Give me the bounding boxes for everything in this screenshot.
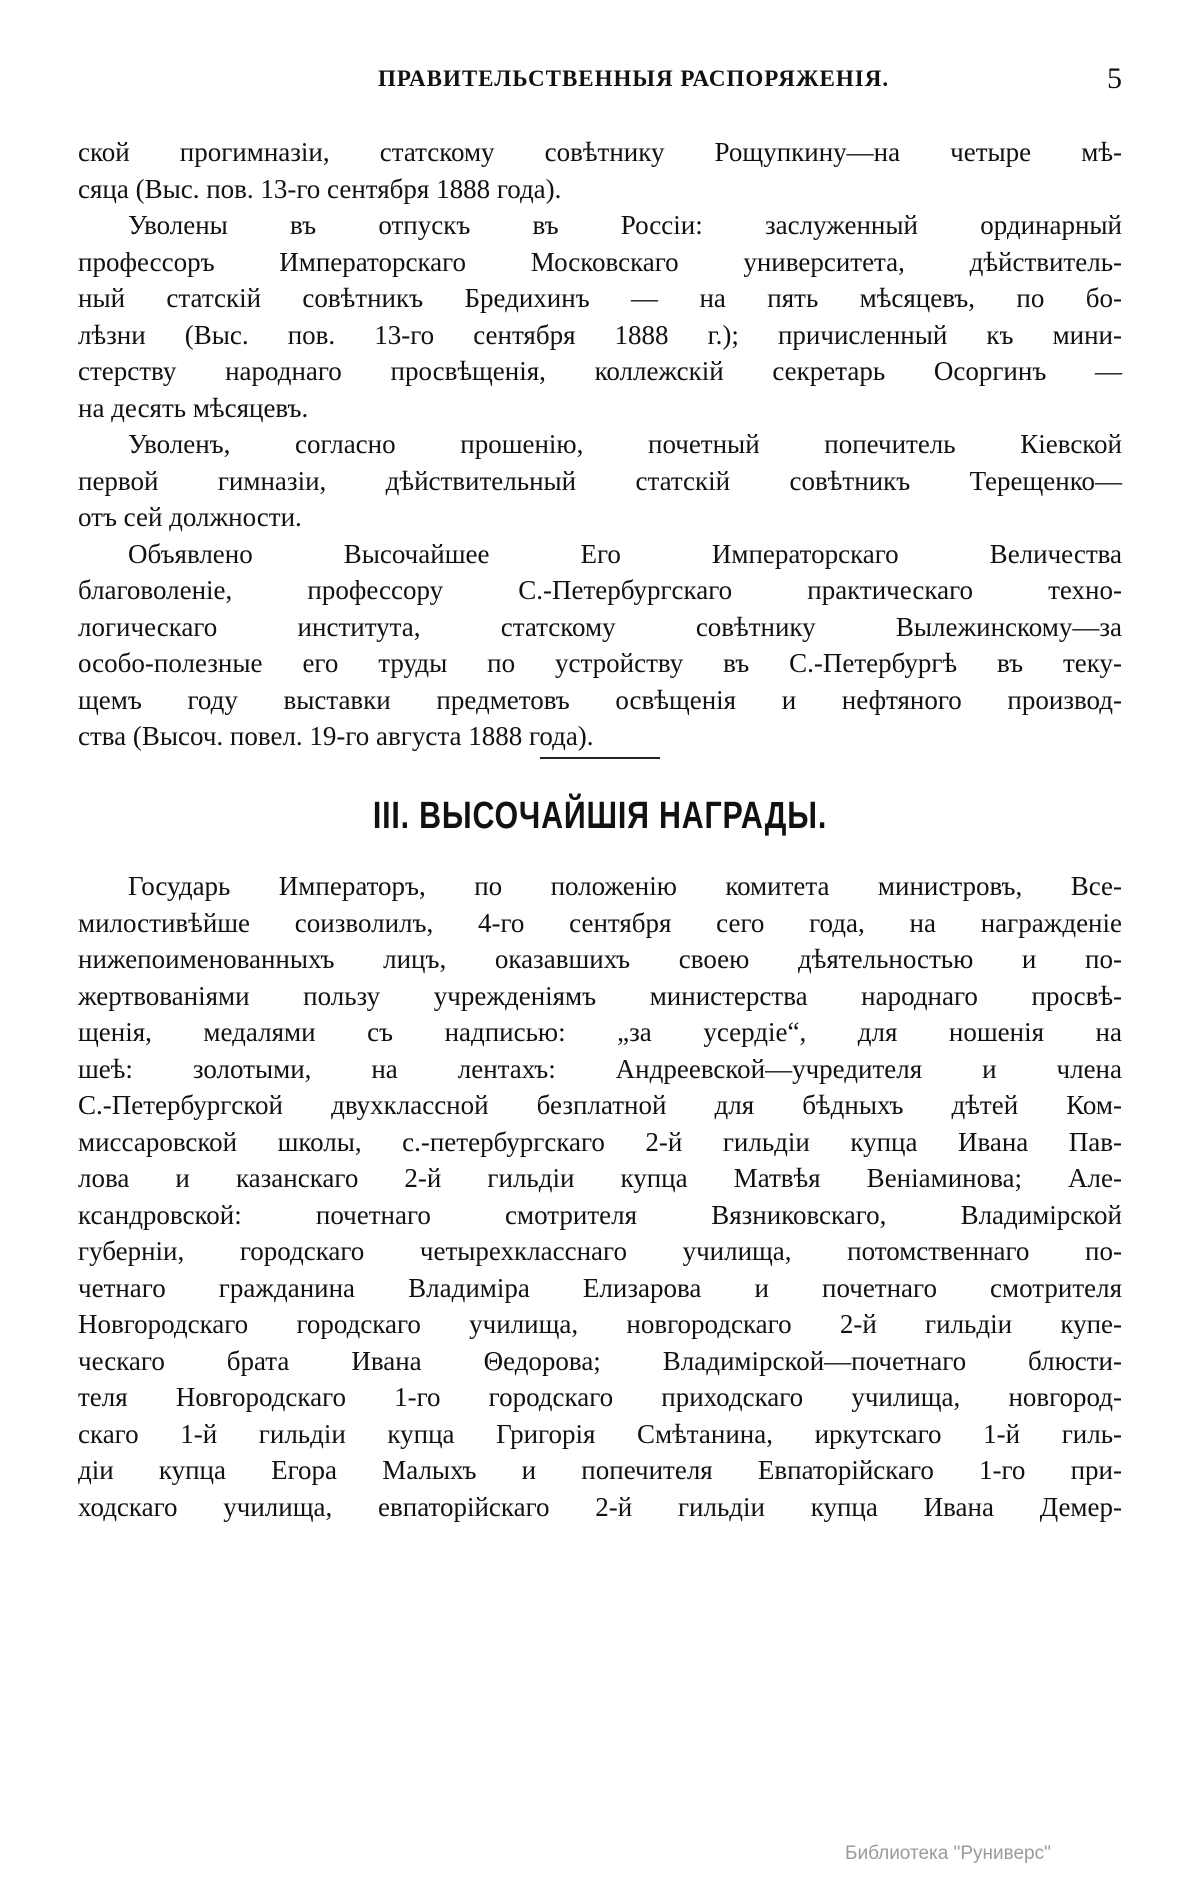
- text-line: профессоръ Императорскаго Московскаго университета, дѣйствитель-: [78, 246, 1122, 277]
- text-line: лова и казанскаго 2-й гильдіи купца Матвѣя Веніаминова; Але-: [78, 1163, 1122, 1193]
- library-watermark: Библиотека "Руниверс": [845, 1843, 1051, 1864]
- text-line: Уволенъ, согласно прошенію, почетный попечитель Кіевской: [128, 429, 1122, 459]
- text-line: первой гимназіи, дѣйствительный статскій совѣтникъ Терещенко—: [78, 465, 1122, 496]
- text-line: благоволеніе, профессору С.-Петербургскаго практическаго техно-: [78, 575, 1122, 605]
- text-line: четнаго гражданина Владиміра Елизарова и почетнаго смотрителя: [78, 1272, 1122, 1303]
- text-line: ской прогимназіи, статскому совѣтнику Рощупкину—на четыре мѣ-: [78, 137, 1122, 167]
- text-line: лѣзни (Выс. пов. 13-го сентября 1888 г.); причисленный къ мини-: [78, 319, 1122, 350]
- text-line: діи купца Егора Малыхъ и попечителя Евпаторійскаго 1-го при-: [78, 1455, 1122, 1485]
- text-line: Государь Императоръ, по положенію комитета министровъ, Все-: [128, 871, 1122, 901]
- text-line: логическаго института, статскому совѣтнику Вылежинскому—за: [78, 611, 1122, 642]
- text-line: отъ сей должности.: [78, 502, 302, 532]
- text-line: щенія, медалями съ надписью: „за усердіе“, для ношенія на: [78, 1017, 1122, 1047]
- text-block-1: [78, 134, 1122, 755]
- text-line: теля Новгородскаго 1-го городскаго приходскаго училища, новгород-: [78, 1382, 1122, 1412]
- running-header-title: ПРАВИТЕЛЬСТВЕННЫЯ РАСПОРЯЖЕНІЯ.: [378, 66, 890, 91]
- text-line: миссаровской школы, с.-петербургскаго 2-й гильдіи купца Ивана Пав-: [78, 1126, 1122, 1157]
- page-number: 5: [1107, 62, 1122, 95]
- text-line: шеѣ: золотыми, на лентахъ: Андреевской—учредителя и члена: [78, 1053, 1122, 1084]
- running-header: [78, 62, 1122, 106]
- section-divider: [540, 757, 660, 759]
- text-line: щемъ году выставки предметовъ освѣщенія и нефтяного производ-: [78, 684, 1122, 715]
- text-line: ческаго брата Ивана Θедорова; Владимірской—почетнаго блюсти-: [78, 1345, 1122, 1376]
- text-line: ства (Высоч. повел. 19-го августа 1888 года).: [78, 721, 594, 751]
- text-line: Объявлено Высочайшее Его Императорскаго Величества: [128, 538, 1122, 569]
- text-line: стерству народнаго просвѣщенія, коллежскій секретарь Осоргинъ —: [78, 356, 1122, 386]
- text-line: Новгородскаго городскаго училища, новгородскаго 2-й гильдіи купе-: [78, 1309, 1122, 1339]
- text-line: С.-Петербургской двухклассной безплатной для бѣдныхъ дѣтей Ком-: [78, 1090, 1122, 1120]
- text-line: Уволены въ отпускъ въ Россіи: заслуженный ординарный: [128, 210, 1122, 240]
- text-line: скаго 1-й гильдіи купца Григорія Смѣтанина, иркутскаго 1-й гиль-: [78, 1418, 1122, 1449]
- text-line: на десять мѣсяцевъ.: [78, 392, 309, 423]
- text-line: милостивѣйше соизволилъ, 4-го сентября сего года, на награжденіе: [78, 907, 1122, 938]
- text-line: нижепоименованныхъ лицъ, оказавшихъ своею дѣятельностью и по-: [78, 944, 1122, 974]
- text-line: особо-полезные его труды по устройству въ С.-Петербургѣ въ теку-: [78, 648, 1122, 678]
- text-line: ный статскій совѣтникъ Бредихинъ — на пять мѣсяцевъ, по бо-: [78, 283, 1122, 313]
- text-block-2: [78, 868, 1122, 1525]
- text-line: губерніи, городскаго четырехкласснаго училища, потомственнаго по-: [78, 1236, 1122, 1266]
- text-line: жертвованіями пользу учрежденіямъ министерства народнаго просвѣ-: [78, 980, 1122, 1011]
- text-line: ходскаго училища, евпаторійскаго 2-й гильдіи купца Ивана Демер-: [78, 1491, 1122, 1522]
- text-line: сяца (Выс. пов. 13-го сентября 1888 года).: [78, 173, 562, 204]
- text-line: ксандровской: почетнаго смотрителя Вязниковскаго, Владимірской: [78, 1199, 1122, 1230]
- section-heading: III. ВЫСОЧАЙШІЯ НАГРАДЫ.: [372, 795, 828, 837]
